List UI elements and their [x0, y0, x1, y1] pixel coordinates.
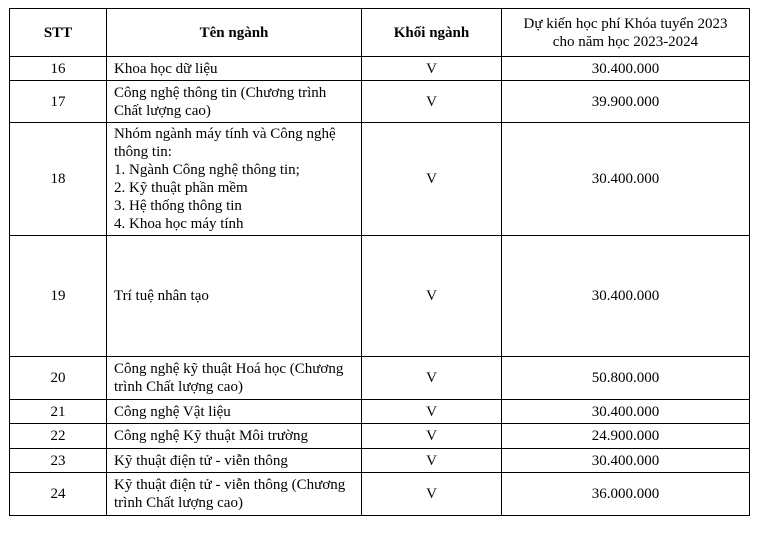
table-row [10, 236, 750, 357]
cell-tuition-fee: 36.000.000 [502, 473, 750, 516]
header-major-name: Tên ngành [107, 9, 362, 57]
cell-tuition-fee: 30.400.000 [502, 123, 750, 236]
table-header [10, 9, 750, 57]
cell-block: V [362, 400, 502, 424]
cell-major-name [107, 123, 362, 236]
major-name-line: Chất lượng cao) [114, 102, 211, 119]
cell-major-name [107, 400, 362, 424]
table-row [10, 400, 750, 424]
cell-stt: 21 [10, 400, 107, 424]
cell-stt: 17 [10, 81, 107, 123]
header-row [10, 9, 750, 57]
cell-major-name [107, 473, 362, 516]
major-name-line: Công nghệ kỹ thuật Hoá học (Chương [114, 361, 344, 377]
major-name-line: Kỹ thuật điện tử - viễn thông [114, 452, 288, 469]
major-name-line: 2. Kỹ thuật phần mềm [114, 180, 248, 196]
cell-tuition-fee: 30.400.000 [502, 236, 750, 357]
cell-block: V [362, 57, 502, 81]
cell-block: V [362, 357, 502, 400]
table-body [10, 57, 750, 516]
cell-stt: 18 [10, 123, 107, 236]
cell-major-name [107, 357, 362, 400]
cell-major-name [107, 81, 362, 123]
cell-tuition-fee: 50.800.000 [502, 357, 750, 400]
major-name-line: Công nghệ thông tin (Chương trình [114, 84, 327, 101]
cell-block: V [362, 81, 502, 123]
major-name-line: trình Chất lượng cao) [114, 495, 243, 511]
header-block: Khối ngành [362, 9, 502, 57]
major-name-line: trình Chất lượng cao) [114, 379, 243, 395]
cell-block: V [362, 424, 502, 449]
table-row [10, 449, 750, 473]
table-row [10, 357, 750, 400]
tuition-fee-table [9, 8, 750, 516]
major-name-line: 4. Khoa học máy tính [114, 216, 244, 232]
table-row [10, 123, 750, 236]
major-name-line: Công nghệ Kỹ thuật Môi trường [114, 428, 308, 444]
cell-tuition-fee: 30.400.000 [502, 57, 750, 81]
cell-major-name [107, 57, 362, 81]
cell-tuition-fee: 39.900.000 [502, 81, 750, 123]
major-name-line: 1. Ngành Công nghệ thông tin; [114, 162, 300, 178]
major-name-line: Khoa học dữ liệu [114, 60, 218, 77]
cell-stt: 16 [10, 57, 107, 81]
header-tuition-fee [502, 9, 750, 57]
table-row [10, 473, 750, 516]
major-name-line: Trí tuệ nhân tạo [114, 288, 209, 304]
major-name-line: 3. Hệ thống thông tin [114, 198, 242, 214]
cell-block: V [362, 123, 502, 236]
cell-major-name [107, 449, 362, 473]
cell-tuition-fee: 24.900.000 [502, 424, 750, 449]
table-row [10, 81, 750, 123]
header-fee-line-2: cho năm học 2023-2024 [552, 33, 699, 50]
major-name-line: Kỹ thuật điện tử - viễn thông (Chương [114, 477, 346, 493]
cell-block: V [362, 236, 502, 357]
cell-tuition-fee: 30.400.000 [502, 449, 750, 473]
major-name-line: thông tin: [114, 144, 172, 160]
major-name-line: Nhóm ngành máy tính và Công nghệ [114, 126, 336, 142]
cell-stt: 23 [10, 449, 107, 473]
major-name-line: Công nghệ Vật liệu [114, 403, 231, 420]
header-fee-line-1: Dự kiến học phí Khóa tuyển 2023 [523, 15, 728, 32]
cell-tuition-fee: 30.400.000 [502, 400, 750, 424]
header-stt: STT [10, 9, 107, 57]
cell-stt: 19 [10, 236, 107, 357]
cell-block: V [362, 449, 502, 473]
cell-block: V [362, 473, 502, 516]
table-row [10, 57, 750, 81]
cell-major-name [107, 424, 362, 449]
cell-stt: 20 [10, 357, 107, 400]
cell-stt: 24 [10, 473, 107, 516]
cell-major-name [107, 236, 362, 357]
cell-stt: 22 [10, 424, 107, 449]
table-row [10, 424, 750, 449]
